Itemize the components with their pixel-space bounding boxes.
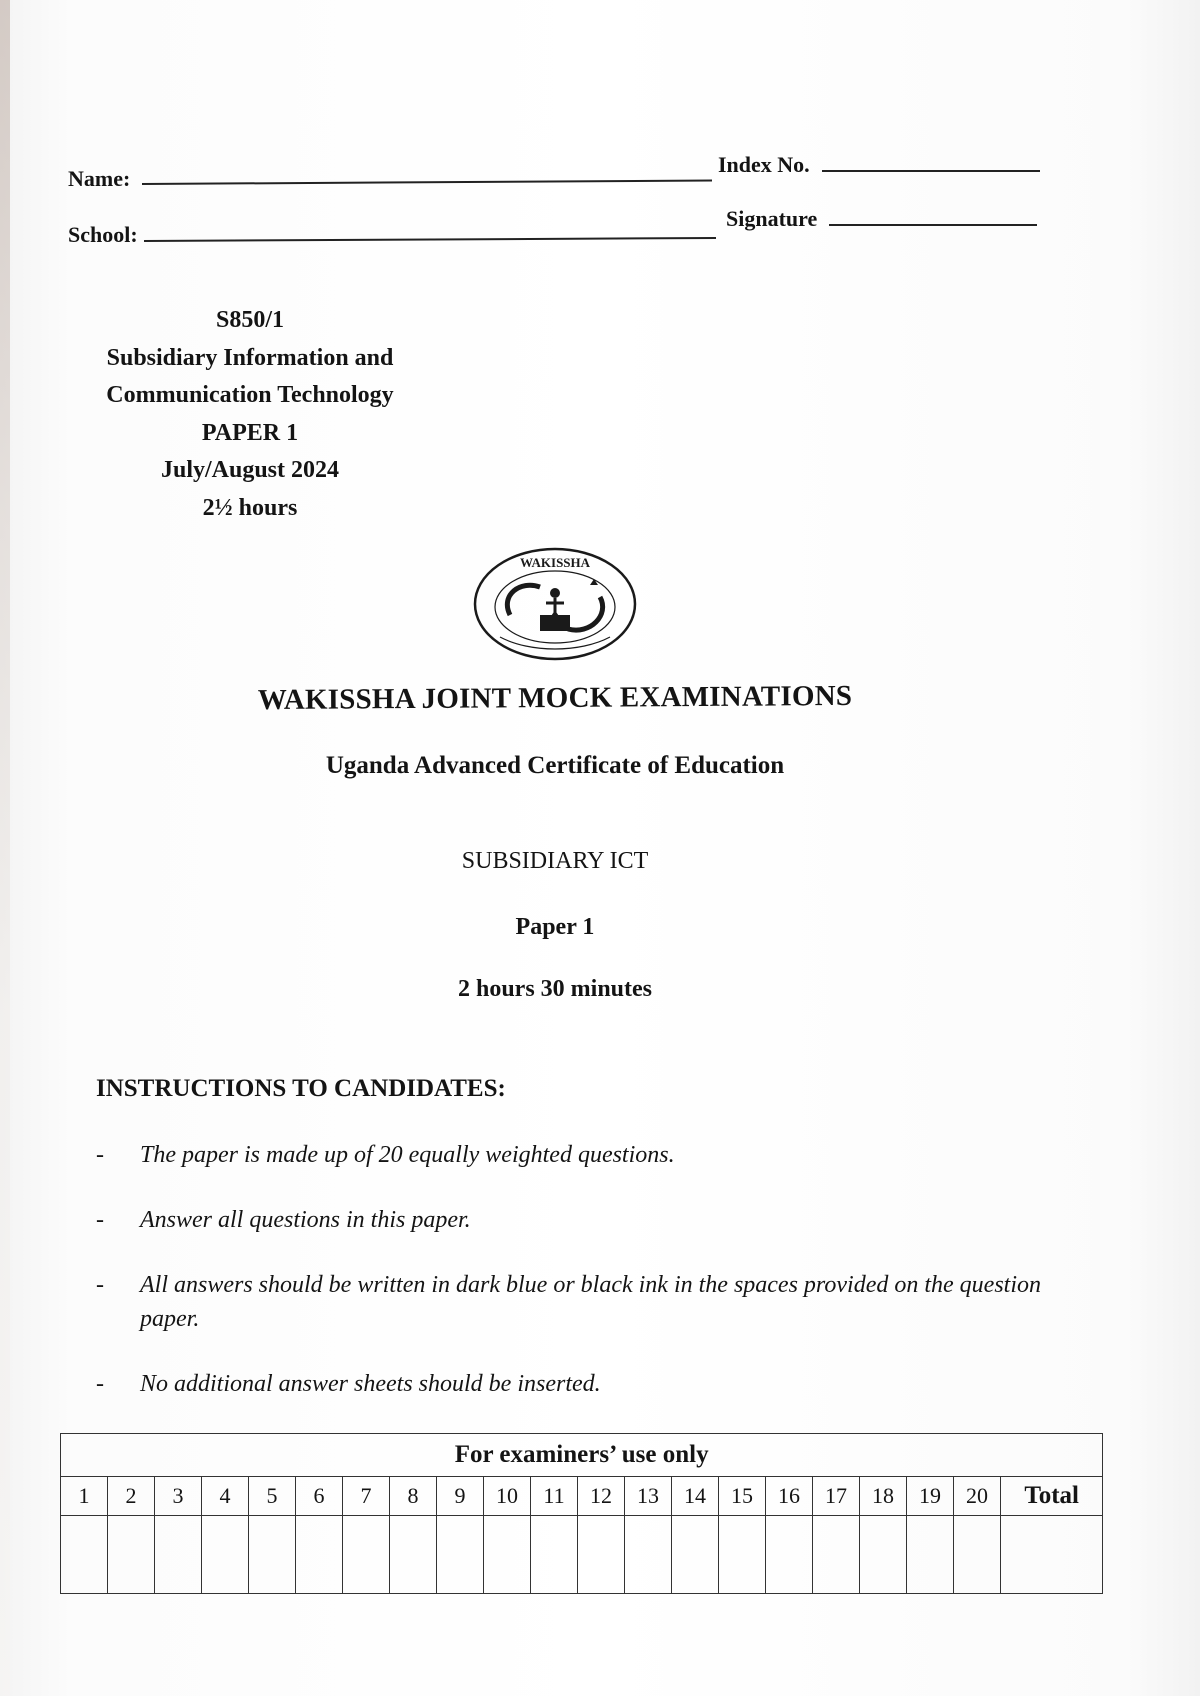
course-code: S850/1: [215, 307, 284, 333]
instruction-item: - The paper is made up of 20 equally weighted questions.: [96, 1138, 1096, 1172]
question-number-cell: 18: [860, 1477, 907, 1516]
instructions-list: [96, 1138, 1096, 1432]
instructions-heading: INSTRUCTIONS TO CANDIDATES:: [96, 1075, 506, 1102]
score-cell[interactable]: [531, 1516, 578, 1594]
question-number-cell: 10: [484, 1477, 531, 1516]
certificate-title: Uganda Advanced Certificate of Education: [325, 752, 785, 779]
name-label: Name:: [68, 166, 131, 191]
score-cell[interactable]: [202, 1516, 249, 1594]
examiners-score-table: [60, 1433, 1103, 1594]
question-number-cell: 14: [672, 1477, 719, 1516]
question-number-cell: 20: [954, 1477, 1001, 1516]
signature-label: Signature: [726, 206, 818, 231]
question-number-cell: 5: [249, 1477, 296, 1516]
signature-field[interactable]: [829, 224, 1037, 226]
bullet-dash: -: [96, 1142, 104, 1168]
bullet-dash: -: [96, 1371, 104, 1397]
question-number-cell: 2: [108, 1477, 155, 1516]
logo-text: WAKISSHA: [519, 555, 591, 570]
question-number-cell: 1: [61, 1477, 108, 1516]
course-details: [70, 302, 430, 527]
course-paper: PAPER 1: [201, 419, 299, 446]
score-cell[interactable]: [61, 1516, 108, 1594]
score-cell[interactable]: [813, 1516, 860, 1594]
name-field[interactable]: [142, 180, 712, 185]
score-cell[interactable]: [296, 1516, 343, 1594]
total-score-cell[interactable]: [1001, 1516, 1103, 1594]
instruction-item: - Answer all questions in this paper.: [96, 1203, 1096, 1237]
score-cell[interactable]: [719, 1516, 766, 1594]
score-cell[interactable]: [343, 1516, 390, 1594]
question-number-cell: 15: [719, 1477, 766, 1516]
course-hours: 2½ hours: [202, 494, 298, 521]
examiners-table-title: For examiners’ use only: [61, 1434, 1103, 1477]
wakissha-logo: [470, 545, 640, 663]
score-cell[interactable]: [390, 1516, 437, 1594]
subject-title: SUBSIDIARY ICT: [461, 848, 649, 874]
question-number-cell: 4: [202, 1477, 249, 1516]
question-number-cell: 3: [155, 1477, 202, 1516]
question-number-cell: 12: [578, 1477, 625, 1516]
score-cell[interactable]: [108, 1516, 155, 1594]
question-number-cell: 13: [625, 1477, 672, 1516]
total-header-cell: Total: [1001, 1477, 1103, 1516]
paper-number: Paper 1: [515, 914, 595, 940]
school-field[interactable]: [144, 237, 716, 242]
bullet-dash: -: [96, 1272, 104, 1298]
score-cell[interactable]: [907, 1516, 954, 1594]
score-cell[interactable]: [954, 1516, 1001, 1594]
instruction-item: - All answers should be written in dark blue or black ink in the spaces provided on the question paper.: [96, 1268, 1100, 1336]
score-cell[interactable]: [484, 1516, 531, 1594]
index-no-label: Index No.: [718, 152, 810, 177]
school-label: School:: [68, 222, 138, 247]
question-number-cell: 9: [437, 1477, 484, 1516]
question-number-cell: 8: [390, 1477, 437, 1516]
instruction-item: - No additional answer sheets should be inserted.: [96, 1367, 1096, 1401]
score-cell[interactable]: [437, 1516, 484, 1594]
score-cell[interactable]: [625, 1516, 672, 1594]
index-no-field[interactable]: [822, 170, 1040, 172]
course-period: July/August 2024: [160, 457, 340, 483]
score-cell[interactable]: [249, 1516, 296, 1594]
exam-duration: 2 hours 30 minutes: [457, 976, 653, 1002]
course-title-line-2: Communication Technology: [106, 382, 394, 408]
question-number-cell: 16: [766, 1477, 813, 1516]
bullet-dash: -: [96, 1207, 104, 1233]
score-cell[interactable]: [578, 1516, 625, 1594]
score-cell[interactable]: [766, 1516, 813, 1594]
question-number-cell: 7: [343, 1477, 390, 1516]
course-title-line-1: Subsidiary Information and: [106, 344, 394, 371]
question-number-cell: 17: [813, 1477, 860, 1516]
score-cell[interactable]: [155, 1516, 202, 1594]
score-cell[interactable]: [672, 1516, 719, 1594]
score-cell[interactable]: [860, 1516, 907, 1594]
score-entry-row: [61, 1516, 1103, 1594]
exam-main-title: WAKISSHA JOINT MOCK EXAMINATIONS: [257, 679, 853, 717]
question-number-row: [61, 1477, 1103, 1516]
question-number-cell: 19: [907, 1477, 954, 1516]
question-number-cell: 11: [531, 1477, 578, 1516]
question-number-cell: 6: [296, 1477, 343, 1516]
